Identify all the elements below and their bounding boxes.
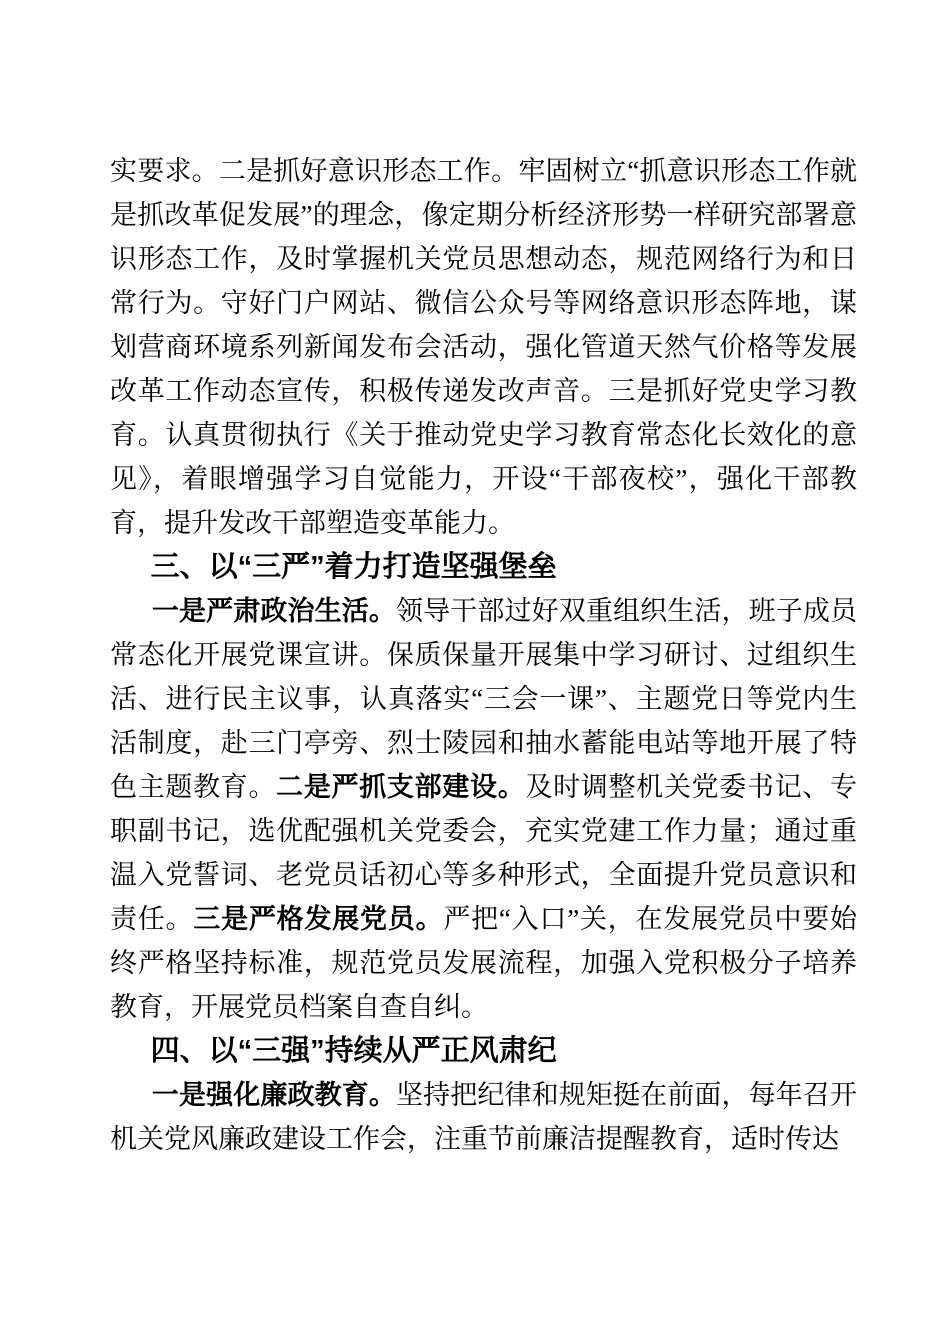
section-heading xyxy=(110,545,857,589)
document-body xyxy=(110,149,857,1161)
body-text-run: 严把“入口”关，在发展党员中要始终严格坚持标准，规范党员发展流程，加强入党积极分子培养教育，开展党员档案自查自纠。 xyxy=(110,904,858,1022)
lead-in-emphasis-text: 二是严抓支部建设。 xyxy=(276,772,526,802)
body-text-run: 及时调整机关党委书记、专职副书记，选优配强机关党委会，充实党建工作力量；通过重温入党誓词、老党员话初心等多种形式，全面提升党员意识和责任。 xyxy=(110,772,858,934)
paragraph xyxy=(110,1073,857,1161)
lead-in-emphasis-text: 四、以“三强”持续从严正风肃纪 xyxy=(150,1035,557,1067)
lead-in-emphasis-text: 一是强化廉政教育。 xyxy=(151,1080,396,1110)
lead-in-emphasis-text: 三是严格发展党员。 xyxy=(193,904,444,934)
paragraph xyxy=(110,589,857,1029)
body-text-run: 领导干部过好双重组织生活，班子成员常态化开展党课宣讲。保质保量开展集中学习研讨、过组织生活、进行民主议事，认真落实“三会一课”、主题党日等党内生活制度，赴三门亭旁、烈士陵园和抽水蓄能电站等地开展了特色主题教育。 xyxy=(110,596,858,802)
body-text-run: 坚持把纪律和规矩挺在前面，每年召开机关党风廉政建设工作会，注重节前廉洁提醒教育，适时传达 xyxy=(110,1080,858,1154)
lead-in-emphasis-text: 三、以“三严”着力打造坚强堡垒 xyxy=(150,551,557,583)
section-heading xyxy=(110,1029,857,1073)
body-text-run: 实要求。二是抓好意识形态工作。牢固树立“抓意识形态工作就是抓改革促发展”的理念，像定期分析经济形势一样研究部署意识形态工作，及时掌握机关党员思想动态，规范网络行为和日常行为。守好门户网站、微信公众号等网络意识形态阵地，谋划营商环境系列新闻发布会活动，强化管道天然气价格等发展改革工作动态宣传，积极传递发改声音。三是抓好党史学习教育。认真贯彻执行《关于推动党史学习教育常态化长效化的意见》，着眼增强学习自觉能力，开设“干部夜校”，强化干部教育，提升发改干部塑造变革能力。 xyxy=(110,156,857,538)
lead-in-emphasis-text: 一是严肃政治生活。 xyxy=(151,596,396,626)
paragraph xyxy=(110,149,857,545)
